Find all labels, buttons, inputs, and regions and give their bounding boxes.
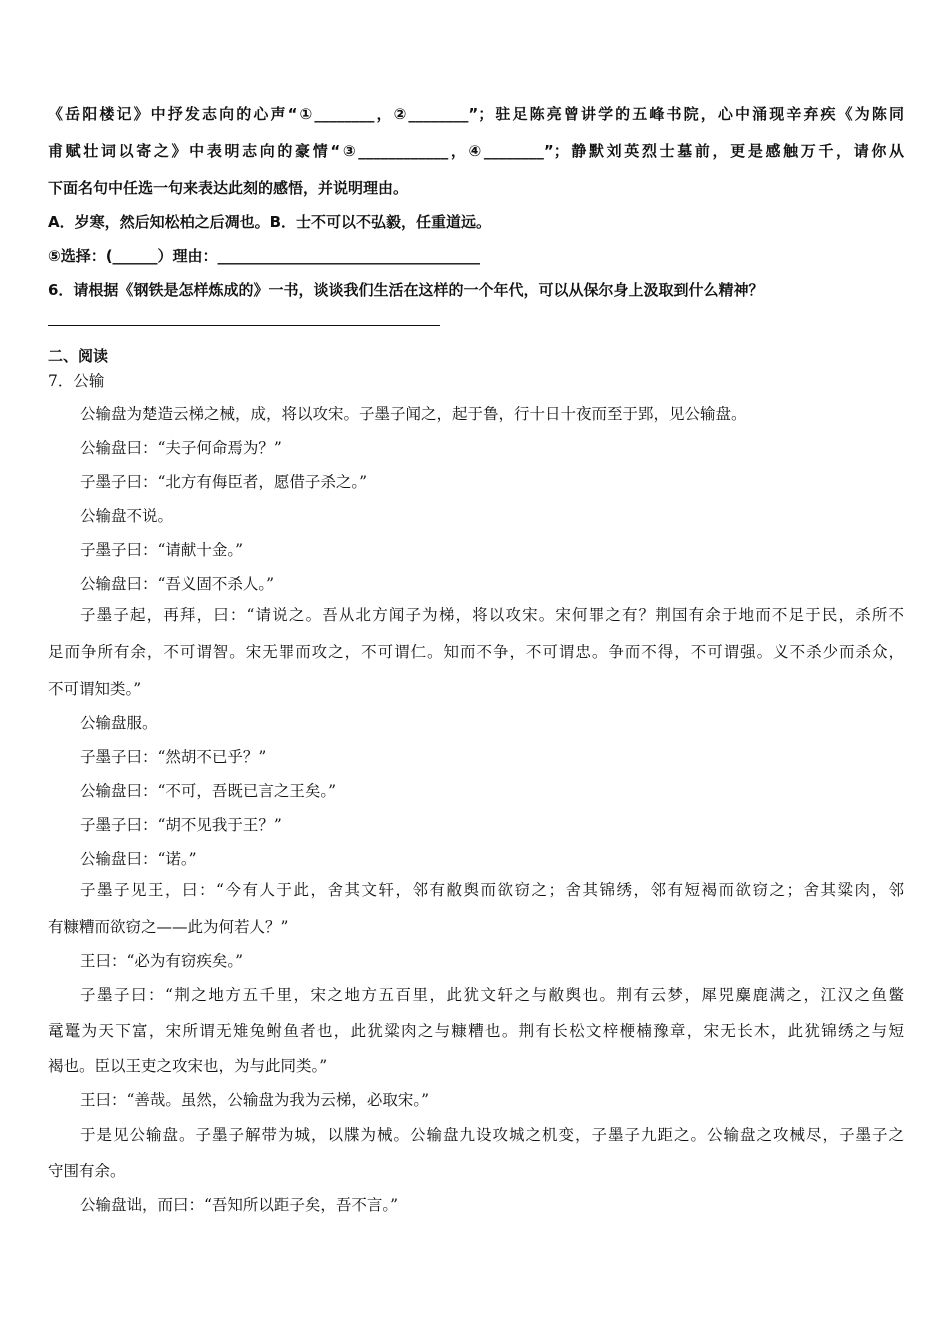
q7-title: 7．公输 xyxy=(48,372,105,390)
section-heading: 二、阅读 xyxy=(48,347,109,365)
passage-line: 子墨子见王，曰：“今有人于此，舍其文轩，邻有敝舆而欲窃之；舍其锦绣，邻有短褐而欲窃之；舍其粱肉，邻 xyxy=(80,881,904,899)
passage-line: 子墨子曰：“荆之地方五千里，宋之地方五百里，此犹文轩之与敝舆也。荆有云梦，犀兕麋鹿满之，江汉之鱼鳖 xyxy=(80,986,904,1004)
passage-line: 子墨子曰：“胡不见我于王？” xyxy=(80,816,282,834)
passage-line: 公输盘服。 xyxy=(80,714,158,732)
q6-answer-line xyxy=(48,325,440,326)
passage-line: 于是见公输盘。子墨子解带为城，以牒为械。公输盘九设攻城之机变，子墨子九距之。公输盘之攻械尽，子墨子之 xyxy=(80,1126,904,1144)
passage-line: 公输盘不说。 xyxy=(80,507,174,525)
passage-line: 公输盘曰：“诺。” xyxy=(80,850,197,868)
passage-line: 王曰：“善哉。虽然，公输盘为我为云梯，必取宋。” xyxy=(80,1091,430,1109)
passage-line: 公输盘曰：“夫子何命焉为？” xyxy=(80,439,282,457)
passage-line: 守围有余。 xyxy=(48,1162,126,1180)
q5-answer-line: ⑤选择：(______）理由：___________________________________ xyxy=(48,247,481,265)
q6-question: 6．请根据《钢铁是怎样炼成的》一书，谈谈我们生活在这样的一个年代，可以从保尔身上汲取到什么精神？ xyxy=(48,281,764,299)
passage-line: 鼋鼍为天下富，宋所谓无雉兔鲋鱼者也，此犹粱肉之与糠糟也。荆有长松文梓楩楠豫章，宋无长木，此犹锦绣之与短 xyxy=(48,1022,904,1040)
q5-line-2: 甫赋壮词以寄之》中表明志向的豪情“③____________，④________”；静默刘英烈士墓前，更是感触万千，请你从 xyxy=(48,142,904,160)
passage-line: 足而争所有余，不可谓智。宋无罪而攻之，不可谓仁。知而不争，不可谓忠。争而不得，不可谓强。义不杀少而杀众， xyxy=(48,643,904,661)
passage-line: 褐也。臣以王吏之攻宋也，为与此同类。” xyxy=(48,1057,328,1075)
passage-line: 子墨子曰：“然胡不已乎？” xyxy=(80,748,267,766)
passage-line: 公输盘为楚造云梯之械，成，将以攻宋。子墨子闻之，起于鲁，行十日十夜而至于郢，见公输盘。 xyxy=(80,405,747,423)
passage-line: 不可谓知类。” xyxy=(48,680,142,698)
q5-options: A．岁寒，然后知松柏之后凋也。B．士不可以不弘毅，任重道远。 xyxy=(48,213,492,231)
q5-line-3: 下面名句中任选一句来表达此刻的感悟，并说明理由。 xyxy=(48,179,409,197)
passage-line: 公输盘诎，而曰：“吾知所以距子矣，吾不言。” xyxy=(80,1196,399,1214)
passage-line: 王曰：“必为有窃疾矣。” xyxy=(80,952,244,970)
passage-line: 公输盘曰：“不可，吾既已言之王矣。” xyxy=(80,782,337,800)
passage-line: 子墨子曰：“北方有侮臣者，愿借子杀之。” xyxy=(80,473,368,491)
passage-line: 子墨子起，再拜，曰：“请说之。吾从北方闻子为梯，将以攻宋。宋何罪之有？荆国有余于地而不足于民，杀所不 xyxy=(80,606,904,624)
passage-line: 子墨子曰：“请献十金。” xyxy=(80,541,244,559)
passage-line: 公输盘曰：“吾义固不杀人。” xyxy=(80,575,275,593)
q5-line-1: 《岳阳楼记》中抒发志向的心声“①________，②________”；驻足陈亮曾讲学的五峰书院，心中涌现辛弃疾《为陈同 xyxy=(48,105,904,123)
passage-line: 有糠糟而欲窃之——此为何若人？” xyxy=(48,918,289,936)
